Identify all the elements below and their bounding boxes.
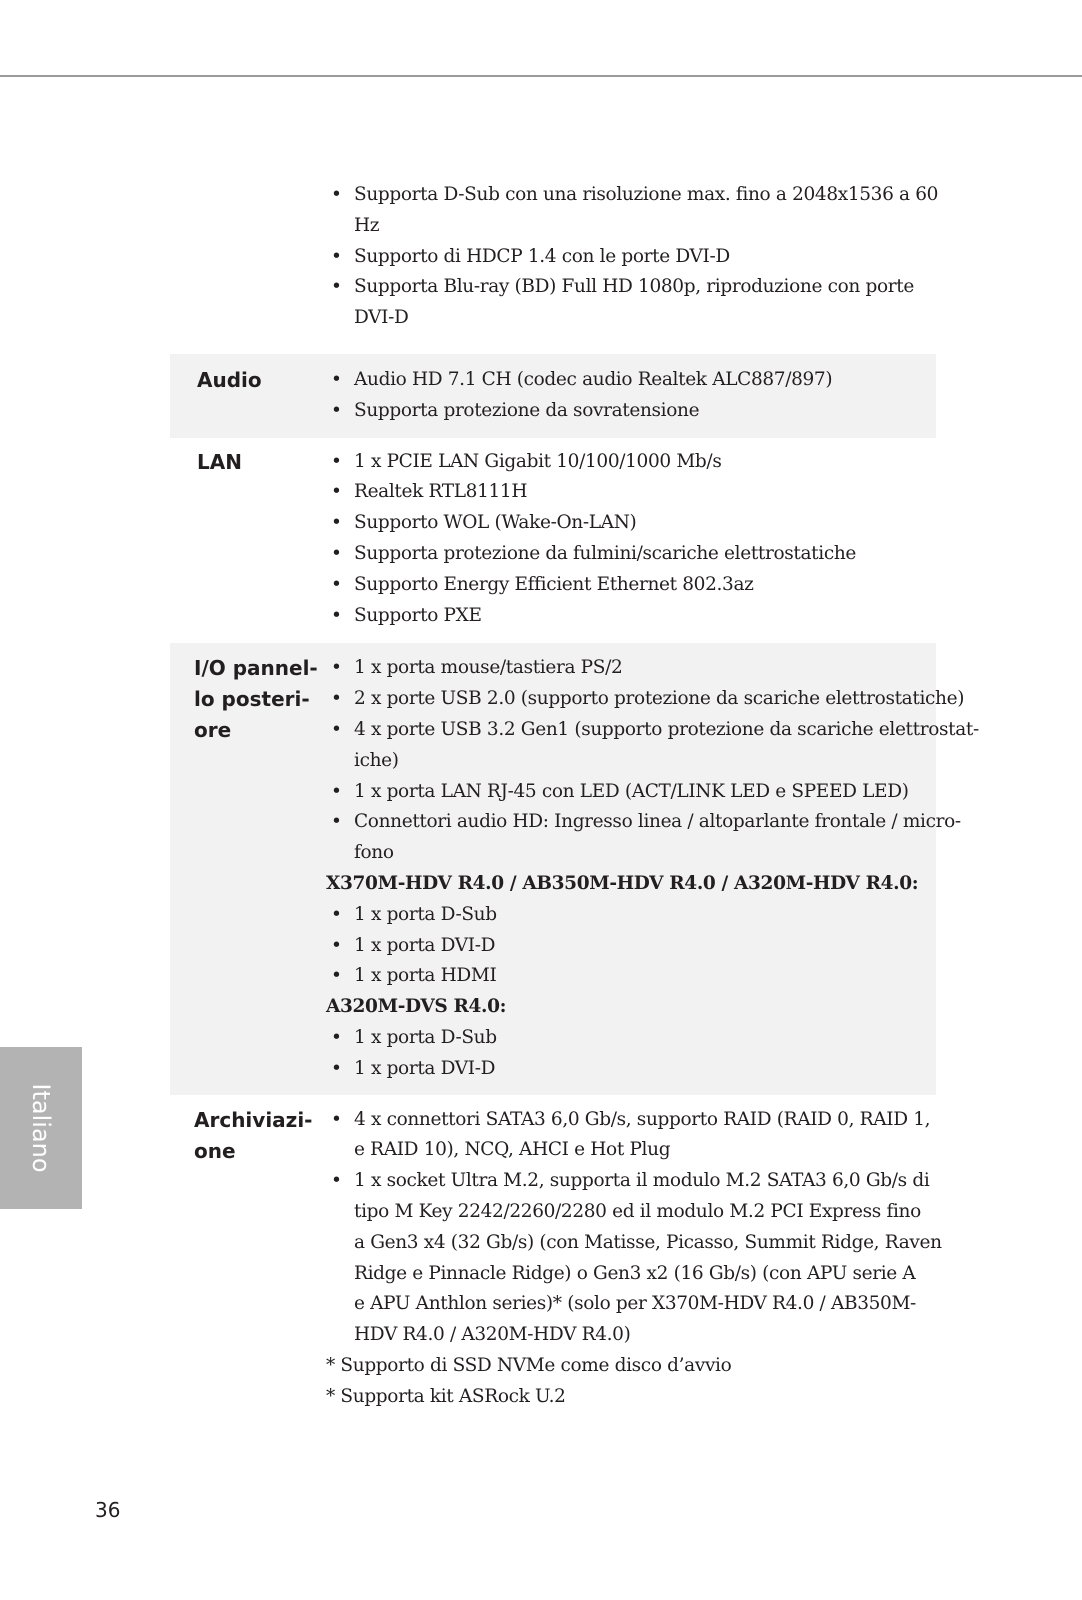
list-item: • 1 x porta D-Sub xyxy=(326,900,979,931)
language-tab-label: Italiano xyxy=(27,1083,55,1173)
list-item: • Audio HD 7.1 CH (codec audio Realtek ALC887/897) xyxy=(326,365,926,396)
list-item: • 1 x porta LAN RJ-45 con LED (ACT/LINK LED e SPEED LED) xyxy=(326,777,979,808)
spec-row-storage xyxy=(170,1095,942,1423)
row-body xyxy=(326,653,989,1084)
spec-table xyxy=(170,178,979,1422)
row-heading-storage: Archiviazi- one xyxy=(194,1107,313,1163)
spec-row-graphics-continued xyxy=(170,178,939,354)
list-item: • Supporto Energy Efficient Ethernet 802.3az xyxy=(326,570,926,601)
footnote: * Supporta kit ASRock U.2 xyxy=(326,1385,566,1407)
list-item: • 4 x connettori SATA3 6,0 Gb/s, supporto RAID (RAID 0, RAID 1, e RAID 10), NCQ, AHCI e Hot Plug xyxy=(326,1105,942,1167)
spec-row-audio xyxy=(170,354,936,438)
list-item: • 1 x porta D-Sub xyxy=(326,1023,979,1054)
row-body xyxy=(326,447,936,632)
list-item: • 1 x PCIE LAN Gigabit 10/100/1000 Mb/s xyxy=(326,447,926,478)
list-item: • 1 x porta mouse/tastiera PS/2 xyxy=(326,653,979,684)
row-heading-lan: LAN xyxy=(197,449,242,474)
row-heading-audio: Audio xyxy=(197,367,262,392)
list-item: • Supporto PXE xyxy=(326,601,926,632)
list-item: • 1 x porta DVI-D xyxy=(326,1054,979,1085)
list-item: • Supporta Blu-ray (BD) Full HD 1080p, riproduzione con porte DVI-D xyxy=(326,272,938,334)
list-item: • 1 x socket Ultra M.2, supporta il modulo M.2 SATA3 6,0 Gb/s di tipo M Key 2242/2260/2280 ed il modulo M.2 PCI Express fino a Gen3 x4 (32 Gb/s) (con Matisse, Picasso, Summit Ridge, Raven Ridge e Pinnacle Ridge) o Gen3 x2 (16 Gb/s) (con APU serie A e APU Anthlon series)* (solo per X370M-HDV R4.0 / AB350M- HDV R4.0 / A320M-HDV R4.0) xyxy=(326,1166,942,1351)
row-body xyxy=(326,180,948,334)
model-group-title: A320M-DVS R4.0: xyxy=(326,996,507,1018)
list-item: • 2 x porte USB 2.0 (supporto protezione da scariche elettrostatiche) xyxy=(326,684,979,715)
spec-row-lan xyxy=(170,438,936,644)
page-number: 36 xyxy=(95,1498,121,1522)
row-body xyxy=(326,365,936,427)
list-item: • Supporto di HDCP 1.4 con le porte DVI-D xyxy=(326,242,938,273)
list-item: • Connettori audio HD: Ingresso linea / altoparlante frontale / micro- fono xyxy=(326,807,979,869)
language-side-tab xyxy=(0,1047,82,1209)
list-item: • 1 x porta DVI-D xyxy=(326,931,979,962)
footnote: * Supporto di SSD NVMe come disco d’avvio xyxy=(326,1354,732,1376)
row-body xyxy=(326,1105,952,1413)
header-rule xyxy=(0,75,1082,77)
list-item: • Supporta D-Sub con una risoluzione max. fino a 2048x1536 a 60 Hz xyxy=(326,180,938,242)
list-item: • Supporta protezione da fulmini/scariche elettrostatiche xyxy=(326,539,926,570)
list-item: • Supporta protezione da sovratensione xyxy=(326,396,926,427)
spec-row-rear-io xyxy=(170,643,979,1094)
list-item: • 4 x porte USB 3.2 Gen1 (supporto protezione da scariche elettrostat- iche) xyxy=(326,715,979,777)
list-item: • Realtek RTL8111H xyxy=(326,477,926,508)
model-group-title: X370M-HDV R4.0 / AB350M-HDV R4.0 / A320M-HDV R4.0: xyxy=(326,872,919,894)
row-heading xyxy=(170,180,326,334)
list-item: • Supporto WOL (Wake-On-LAN) xyxy=(326,508,926,539)
list-item: • 1 x porta HDMI xyxy=(326,961,979,992)
row-heading-rear-io: I/O pannel- lo posteri- ore xyxy=(194,656,318,743)
